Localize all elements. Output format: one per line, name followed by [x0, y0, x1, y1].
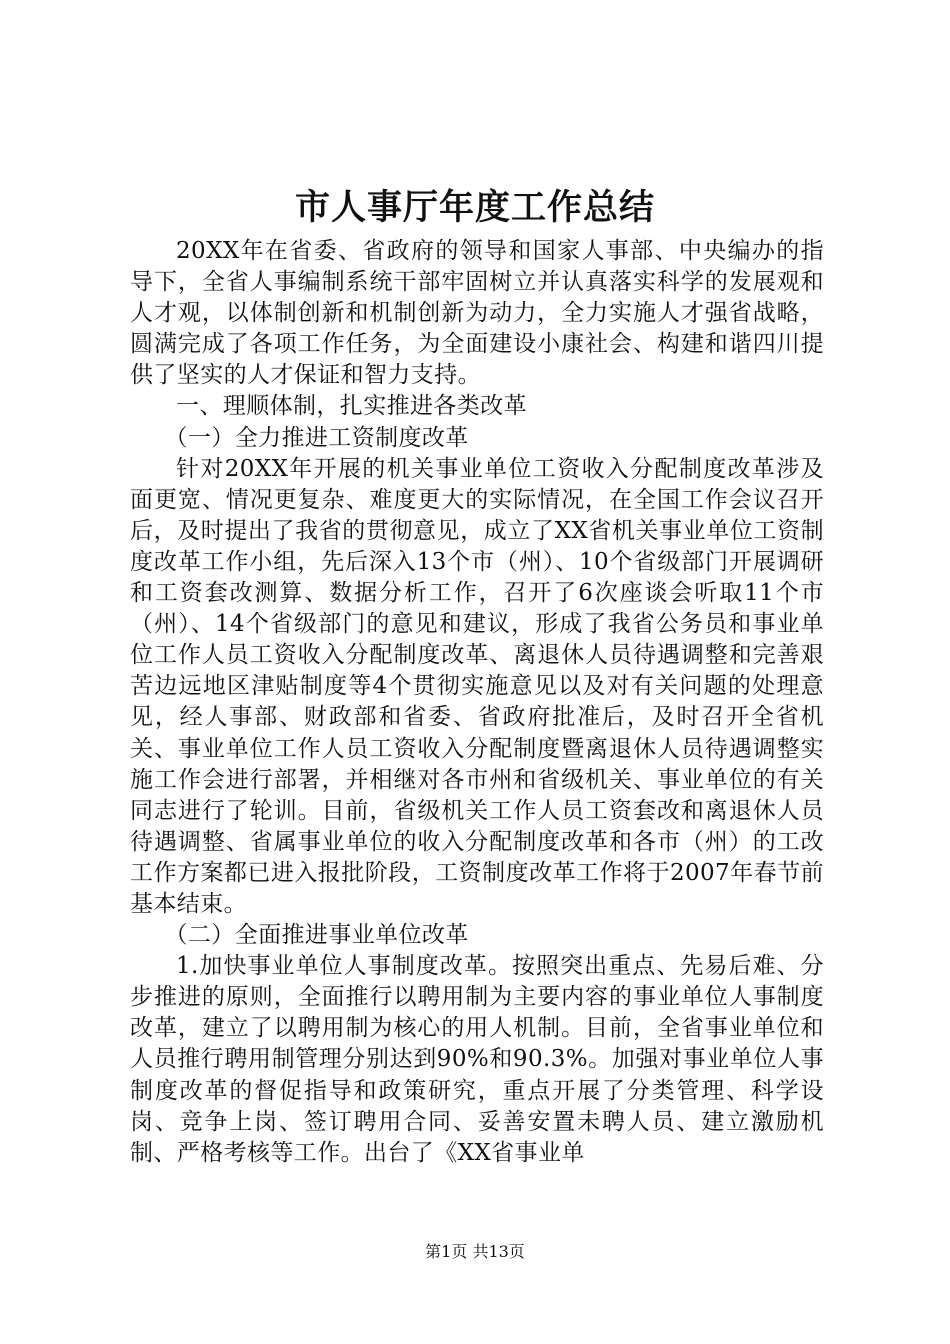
document-body [130, 236, 824, 1169]
body-paragraph-institution-reform: 1.加快事业单位人事制度改革。按照突出重点、先易后难、分步推进的原则，全面推行以聘用制为主要内容的事业单位人事制度改革，建立了以聘用制为核心的用人机制。目前，全省事业单位和人员推行聘用制管理分别达到90%和90.3%。加强对事业单位人事制度改革的督促指导和政策研究，重点开展了分类管理、科学设岗、竞争上岗、签订聘用合同、妥善安置未聘人员、建立激励机制、严格考核等工作。出台了《XX省事业单 [130, 953, 824, 1166]
page-footer: 第1页 共13页 [425, 1242, 525, 1261]
subsection-heading-2: （二）全面推进事业单位改革 [164, 922, 469, 949]
intro-paragraph: 20XX年在省委、省政府的领导和国家人事部、中央编办的指导下，全省人事编制系统干部牢固树立并认真落实科学的发展观和人才观，以体制创新和机制创新为动力，全力实施人才强省战略，圆满完成了各项工作任务，为全面建设小康社会、构建和谐四川提供了坚实的人才保证和智力支持。 [130, 238, 824, 389]
body-paragraph-wage-reform: 针对20XX年开展的机关事业单位工资收入分配制度改革涉及面更宽、情况更复杂、难度更大的实际情况，在全国工作会议召开后，及时提出了我省的贯彻意见，成立了XX省机关事业单位工资制度改革工作小组，先后深入13个市（州）、10个省级部门开展调研和工资套改测算、数据分析工作，召开了6次座谈会听取11个市（州）、14个省级部门的意见和建议，形成了我省公务员和事业单位工作人员工资收入分配制度改革、离退休人员待遇调整和完善艰苦边远地区津贴制度等4个贯彻实施意见以及对有关问题的处理意见，经人事部、财政部和省委、省政府批准后，及时召开全省机关、事业单位工作人员工资收入分配制度暨离退休人员待遇调整实施工作会进行部署，并相继对各市州和省级机关、事业单位的有关同志进行了轮训。目前，省级机关工作人员工资套改和离退休人员待遇调整、省属事业单位的收入分配制度改革和各市（州）的工改工作方案都已进入报批阶段，工资制度改革工作将于2007年春节前基本结束。 [130, 455, 824, 917]
document-title: 市人事厅年度工作总结 [294, 187, 655, 228]
subsection-heading-1: （一）全力推进工资制度改革 [164, 424, 469, 451]
section-heading-1: 一、理顺体制，扎实推进各类改革 [176, 393, 527, 420]
